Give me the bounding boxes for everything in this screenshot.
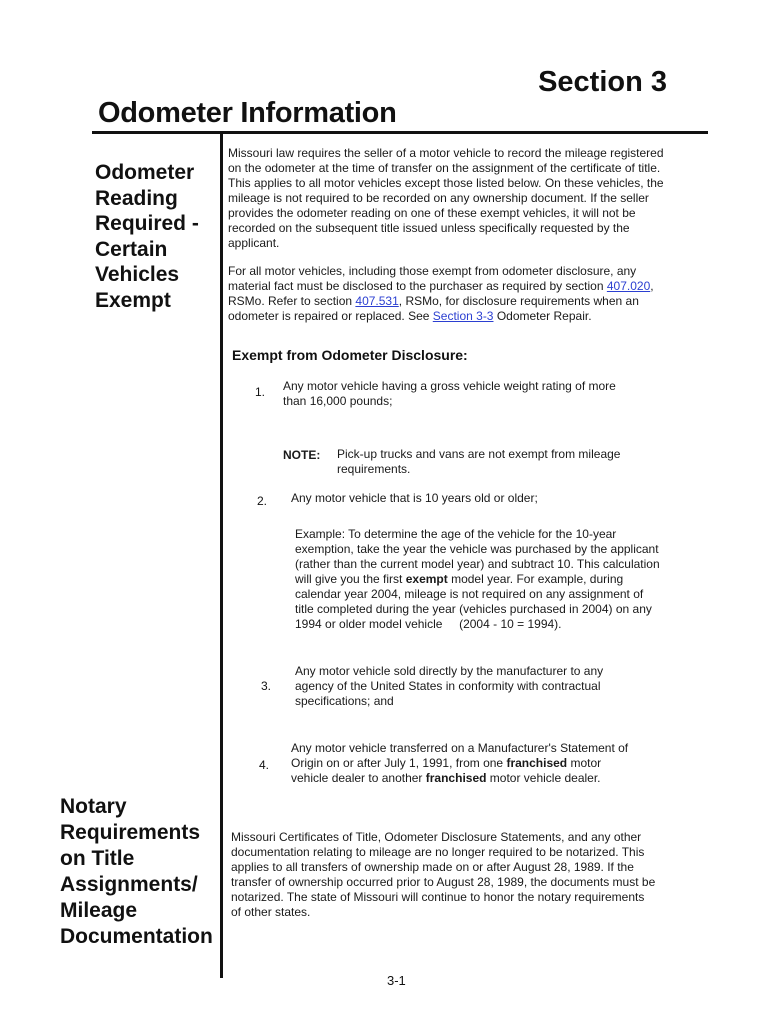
column-divider <box>220 133 223 978</box>
text-line: Missouri Certificates of Title, Odometer Disclosure Statements, and any other <box>231 830 642 844</box>
text-line <box>228 279 654 294</box>
item-1-text <box>283 379 616 409</box>
sidebar-heading-line: Odometer <box>95 161 195 184</box>
text: Odometer Repair. <box>493 309 592 323</box>
sidebar-heading-line: Reading <box>95 186 178 210</box>
sidebar-heading-line: on Title <box>60 847 135 870</box>
text-line: notarized. The state of Missouri will continue to honor the notary requirements <box>231 890 645 904</box>
item-2-text: Any motor vehicle that is 10 years old or older; <box>291 491 538 505</box>
note-label: NOTE: <box>283 448 321 462</box>
text-line: (rather than the current model year) and subtract 10. This calculation <box>295 557 660 571</box>
text-line: calendar year 2004, mileage is not required on any assignment of <box>295 587 644 601</box>
text-line: Missouri law requires the seller of a motor vehicle to record the mileage registered <box>228 146 664 160</box>
text-line: title completed during the year (vehicles purchased in 2004) on any <box>295 602 652 616</box>
text: motor <box>567 756 602 770</box>
text-line: Pick-up trucks and vans are not exempt from mileage <box>337 447 621 461</box>
text: RSMo. Refer to section <box>228 294 356 308</box>
item-4-text <box>291 741 628 786</box>
text-line: applicant. <box>228 236 280 250</box>
material-fact-paragraph <box>228 264 654 324</box>
text: motor vehicle dealer. <box>486 771 601 785</box>
item-number-3: 3. <box>261 679 272 693</box>
text-line <box>228 294 654 309</box>
text: will give you the first <box>295 572 406 586</box>
exempt-heading: Exempt from Odometer Disclosure: <box>232 347 468 363</box>
text: vehicle dealer to another <box>291 771 426 785</box>
text: material fact must be disclosed to the purchaser as required by section <box>228 279 607 293</box>
text: , RSMo, for disclosure requirements when an <box>398 294 639 308</box>
text: , <box>650 279 654 293</box>
page-number: 3-1 <box>387 973 406 988</box>
sidebar-heading-line: Required - <box>95 212 199 235</box>
sidebar-heading-line: Exempt <box>95 288 171 312</box>
text-line: This applies to all motor vehicles except those listed below. On these vehicles, the <box>228 176 664 190</box>
note-text <box>337 447 620 477</box>
intro-paragraph <box>228 146 664 251</box>
item-3-text <box>295 664 603 709</box>
text-line: mileage is not required to be recorded on any ownership document. If the seller <box>228 191 649 205</box>
notary-paragraph <box>231 830 655 920</box>
sidebar-heading-line: Certain <box>95 237 168 261</box>
link-section-3-3[interactable]: Section 3-3 <box>432 309 494 323</box>
text-line: provides the odometer reading on one of these exempt vehicles, it will not be <box>228 206 636 220</box>
sidebar-heading-line: Assignments/ <box>60 873 198 896</box>
text-line: exemption, take the year the vehicle was purchased by the applicant <box>295 542 659 556</box>
text-line <box>291 771 628 786</box>
text-line: specifications; and <box>295 694 394 708</box>
section-label: Section 3 <box>538 66 667 98</box>
text-line <box>228 309 654 324</box>
sidebar-heading-line: Mileage <box>60 899 138 922</box>
sidebar-heading-line: Notary <box>60 795 127 818</box>
text-line: recorded on the subsequent title issued unless specifically requested by the <box>228 221 630 235</box>
text-line: Example: To determine the age of the vehicle for the 10-year <box>295 527 617 541</box>
text-line <box>291 756 628 771</box>
emphasis: franchised <box>506 756 568 770</box>
text-line: Any motor vehicle sold directly by the manufacturer to any <box>295 664 604 678</box>
page-title: Odometer Information <box>98 97 397 129</box>
link-407-020[interactable]: 407.020 <box>606 279 651 293</box>
text-line: 1994 or older model vehicle (2004 - 10 = 1994). <box>295 617 562 631</box>
text-line <box>295 572 660 587</box>
text-line: requirements. <box>337 462 411 476</box>
text: model year. For example, during <box>447 572 624 586</box>
sidebar-heading-odometer <box>95 160 199 313</box>
item-number-1: 1. <box>255 385 266 399</box>
text: odometer is repaired or replaced. See <box>228 309 433 323</box>
sidebar-heading-notary <box>60 794 213 950</box>
sidebar-heading-line: Requirements <box>60 821 201 844</box>
text-line: of other states. <box>231 905 311 919</box>
emphasis: franchised <box>425 771 487 785</box>
link-407-531[interactable]: 407.531 <box>355 294 399 308</box>
sidebar-heading-line: Documentation <box>60 925 213 948</box>
item-number-2: 2. <box>257 494 268 508</box>
sidebar-heading-line: Vehicles <box>95 263 180 286</box>
text-line: documentation relating to mileage are no longer required to be notarized. This <box>231 845 645 859</box>
example-paragraph <box>295 527 660 632</box>
title-rule <box>92 131 708 134</box>
item-number-4: 4. <box>259 758 270 772</box>
text-line: applies to all transfers of ownership made on or after August 28, 1989. If the <box>231 860 634 874</box>
text-line: Any motor vehicle having a gross vehicle weight rating of more <box>283 379 616 393</box>
text: Origin on or after July 1, 1991, from one <box>291 756 507 770</box>
text-line: than 16,000 pounds; <box>283 394 393 408</box>
text-line: on the odometer at the time of transfer on the assignment of the certificate of title. <box>228 161 661 175</box>
emphasis: exempt <box>405 572 448 586</box>
text-line: agency of the United States in conformity with contractual <box>295 679 601 693</box>
text-line: For all motor vehicles, including those exempt from odometer disclosure, any <box>228 264 637 278</box>
text-line: Any motor vehicle transferred on a Manufacturer's Statement of <box>291 741 629 755</box>
text-line: transfer of ownership occurred prior to August 28, 1989, the documents must be <box>231 875 656 889</box>
